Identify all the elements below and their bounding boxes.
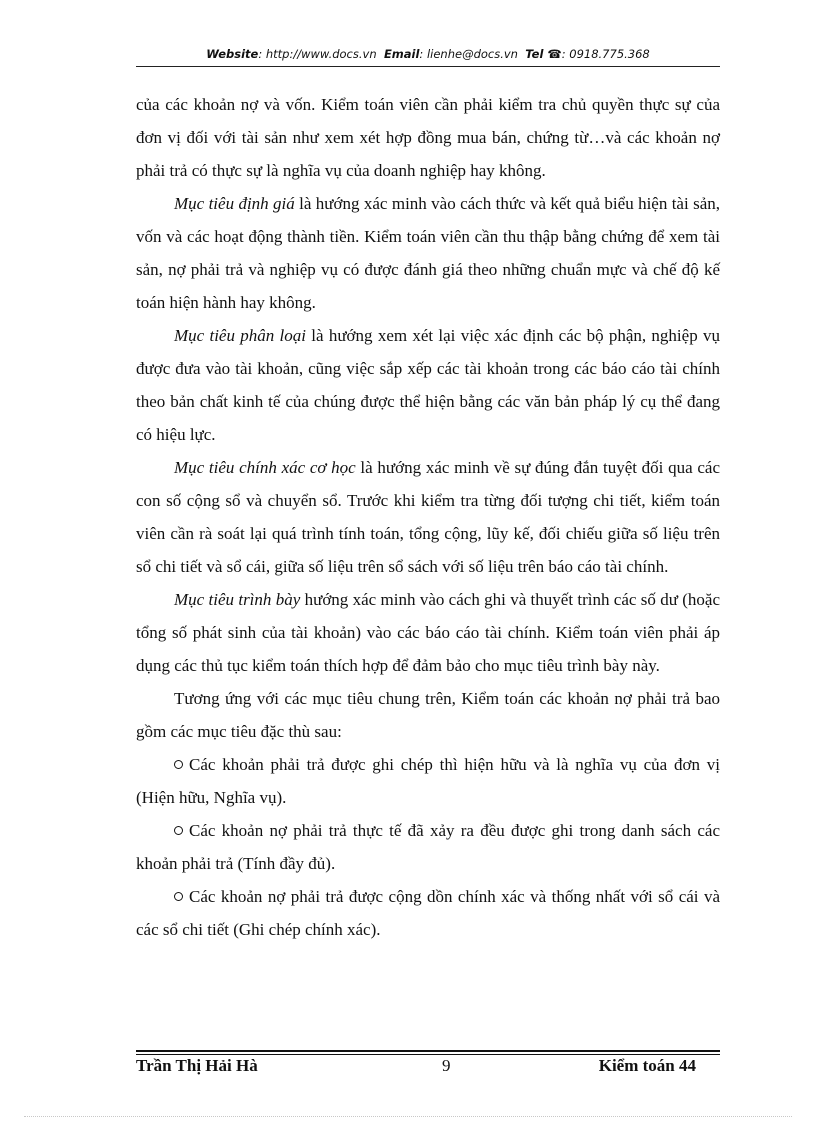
footer-author: Trần Thị Hải Hà [136,1056,258,1075]
website-label: Website [206,47,259,61]
footer-course: Kiểm toán 44 [598,1056,696,1075]
circle-bullet-icon [174,892,183,901]
email-label: Email [383,47,420,61]
page-header [136,47,720,61]
footer-divider-thin [136,1054,720,1055]
page-edge-divider [24,1116,792,1117]
tel-label: Tel ☎ [525,47,562,61]
page-number: 9 [442,1056,451,1075]
paragraph-valuation: Mục tiêu định giá là hướng xác minh vào cách thức và kết quả biểu hiện tài sản, vốn và các hoạt động thành tiền. Kiểm toán viên cần thu thập bằng chứng để xem tài sản, nợ phải trả và nghiệp vụ có được đánh giá theo những chuẩn mực và chế độ kế toán hiện hành hay không. [136,194,720,312]
footer-divider-thick [136,1050,720,1052]
bullet-item: Các khoản nợ phải trả thực tế đã xảy ra đều được ghi trong danh sách các khoản phải trả (Tính đầy đủ). [136,821,720,873]
paragraph-mechanical-accuracy: Mục tiêu chính xác cơ học là hướng xác minh về sự đúng đắn tuyệt đối qua các con số cộng sổ và chuyển sổ. Trước khi kiểm tra từng đối tượng chi tiết, kiểm toán viên cần rà soát lại quá trình tính toán, tổng cộng, lũy kế, đối chiếu giữa số liệu trên sổ chi tiết và sổ cái, giữa số liệu trên sổ sách với số liệu trên báo cáo tài chính. [136,458,720,576]
term-mechanical-accuracy: Mục tiêu chính xác cơ học [174,458,356,477]
email-value: : lienhe@docs.vn [419,47,518,61]
paragraph-presentation: Mục tiêu trình bày hướng xác minh vào cách ghi và thuyết trình các số dư (hoặc tổng số phát sinh của tài khoản) vào các báo cáo tài chính. Kiểm toán viên phải áp dụng các thủ tục kiểm toán thích hợp để đảm bảo cho mục tiêu trình bày này. [136,590,720,675]
term-presentation: Mục tiêu trình bày [174,590,301,609]
bullet-item: Các khoản nợ phải trả được cộng dồn chính xác và thống nhất với sổ cái và các sổ chi tiết (Ghi chép chính xác). [136,887,720,939]
header-divider [136,66,720,67]
circle-bullet-icon [174,826,183,835]
document-body [136,88,720,946]
bullet-item: Các khoản phải trả được ghi chép thì hiện hữu và là nghĩa vụ của đơn vị (Hiện hữu, Nghĩa vụ). [136,755,720,807]
website-value: : http://www.docs.vn [258,47,377,61]
page-footer [136,1056,720,1078]
term-classification: Mục tiêu phân loại [174,326,306,345]
paragraph-continuation: của các khoản nợ và vốn. Kiểm toán viên cần phải kiểm tra chủ quyền thực sự của đơn vị đối với tài sản như xem xét hợp đồng mua bán, chứng từ…và các khoản nợ phải trả có thực sự là nghĩa vụ của doanh nghiệp hay không. [136,95,720,180]
tel-value: : 0918.775.368 [561,47,650,61]
paragraph-classification: Mục tiêu phân loại là hướng xem xét lại việc xác định các bộ phận, nghiệp vụ được đưa vào tài khoản, cũng việc sắp xếp các tài khoản trong các báo cáo tài chính theo bản chất kinh tế của chúng được thể hiện bằng các văn bản pháp lý cụ thể đang có hiệu lực. [136,326,720,444]
paragraph-specific-objectives-intro: Tương ứng với các mục tiêu chung trên, Kiểm toán các khoản nợ phải trả bao gồm các mục tiêu đặc thù sau: [136,689,720,741]
circle-bullet-icon [174,760,183,769]
term-valuation: Mục tiêu định giá [174,194,295,213]
